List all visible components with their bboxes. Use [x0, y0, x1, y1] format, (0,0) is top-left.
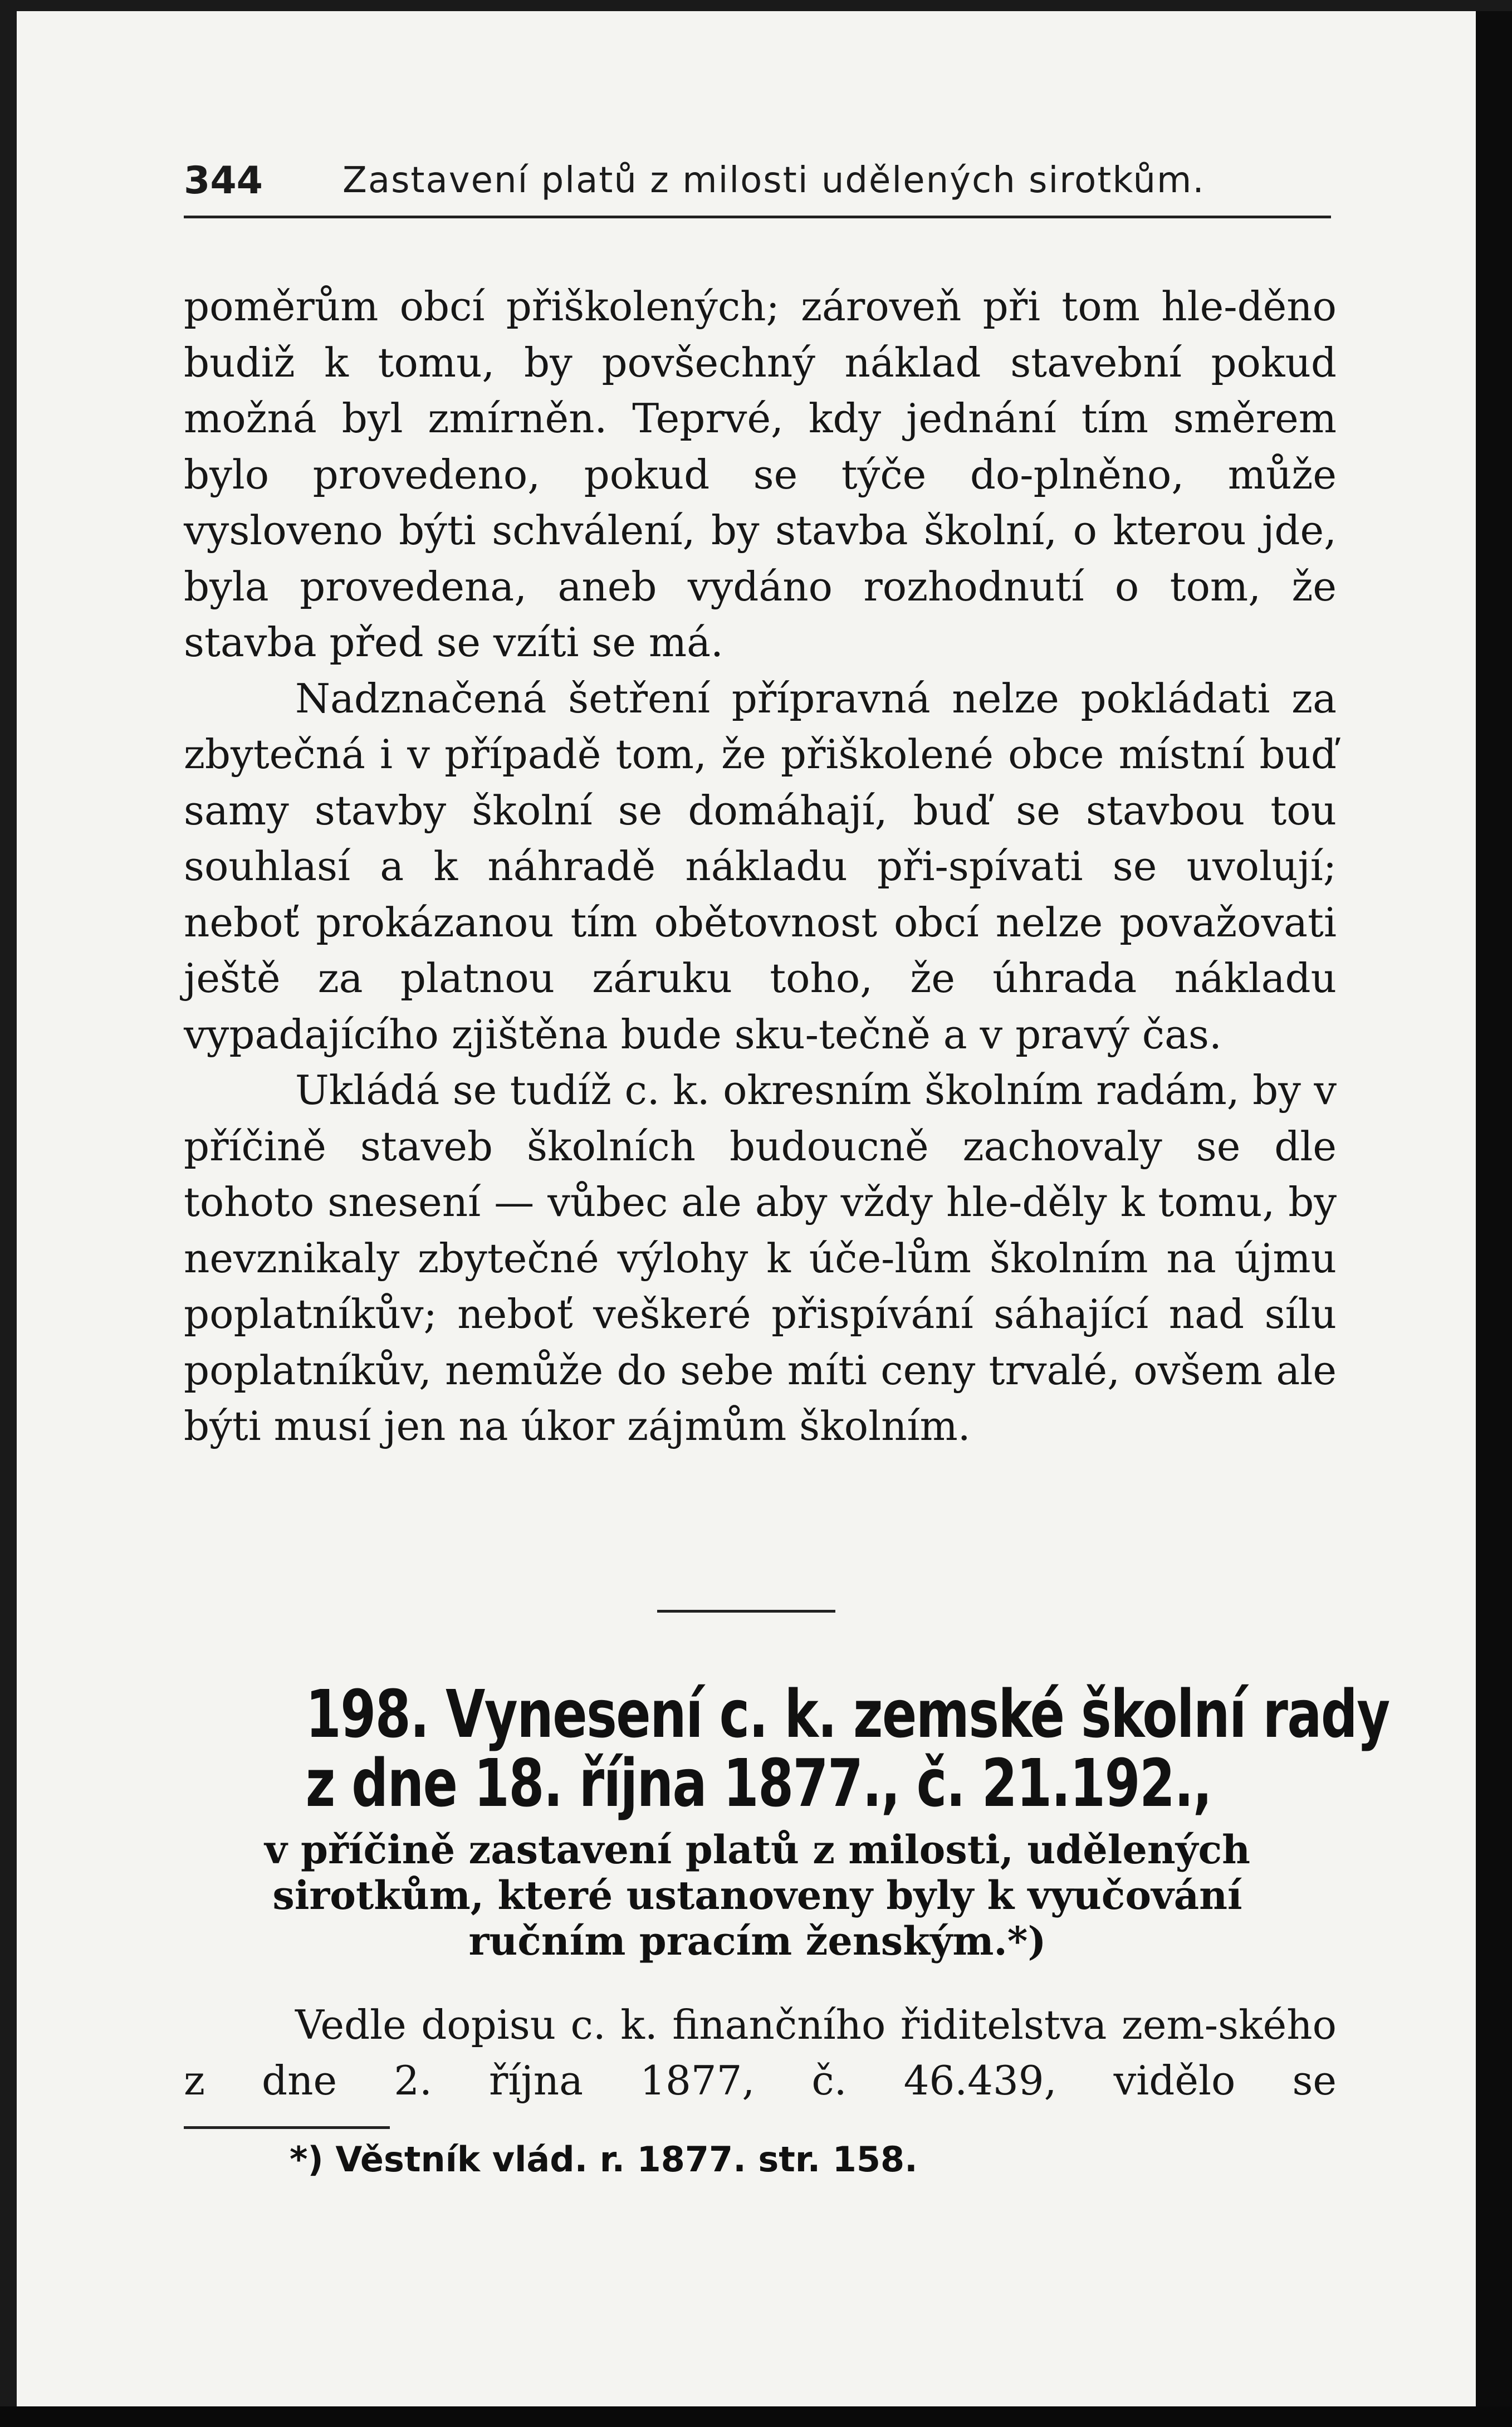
section-heading: [178, 1676, 1389, 1822]
running-head-title: Zastavení platů z milosti udělených sirotkům.: [342, 160, 1205, 201]
section-subtitle-line-1: v příčině zastavení platů z milosti, udělených: [265, 1827, 1250, 1873]
section-heading-line-1: 198. Vynesení c. k. zemské školní rady: [305, 1676, 1389, 1752]
scan-edge-bottom: [0, 2406, 1512, 2427]
paragraph-2: Nadznačená šetření přípravná nelze pokládati za zbytečná i v případě tom, že přiškolené obce místní buď samy stavby školní se domáhají, buď se stavbou tou souhlasí a k náhradě nákladu při-spívati se uvolují; neboť prokázanou tím obětovnost obcí nelze považovati ještě za platnou záruku toho, že úhrada nákladu vypadajícího zjištěna bude sku-tečně a v pravý čas.: [184, 675, 1337, 1058]
body-text: [184, 279, 1337, 1454]
paragraph-3: Ukládá se tudíž c. k. okresním školním radám, by v příčině staveb školních budoucně zachovaly se dle tohoto snesení — vůbec ale aby vždy hle-děly k tomu, by nevznikaly zbytečné výlohy k úče-lům školním na újmu poplatníkův; neboť veškeré přispívání sáhající nad sílu poplatníkův, nemůže do sebe míti ceny trvalé, ovšem ale býti musí jen na úkor zájmům školním.: [184, 1067, 1337, 1449]
footnote: *) Věstník vlád. r. 1877. str. 158.: [290, 2139, 918, 2180]
section-subtitle-line-2: sirotkům, které ustanoveny byly k vyučování: [272, 1872, 1242, 1918]
section-heading-line-2: z dne 18. října 1877., č. 21.192.,: [305, 1745, 1212, 1822]
header-rule: [184, 216, 1331, 218]
page-number: 344: [184, 159, 263, 203]
scan-edge-right: [1476, 11, 1512, 2427]
footnote-rule: [184, 2126, 390, 2129]
section-subtitle-line-3: ručním pracím ženským.*): [468, 1918, 1046, 1964]
running-head: [167, 159, 1342, 203]
section-paragraph: Vedle dopisu c. k. finančního řiditelstva zem-ského z dne 2. října 1877, č. 46.439, vidělo se: [184, 2001, 1337, 2104]
paragraph-1: poměrům obcí přiškolených; zároveň při tom hle-děno budiž k tomu, by povšechný náklad stavební pokud možná byl zmírněn. Teprvé, kdy jednání tím směrem bylo provedeno, pokud se týče do-plněno, může vysloveno býti schválení, by stavba školní, o kterou jde, byla provedena, aneb vydáno rozhodnutí o tom, že stavba před se vzíti se má.: [184, 283, 1337, 666]
section-separator: [657, 1610, 835, 1613]
section-subtitle: [178, 1827, 1337, 1964]
section-body: [184, 1997, 1337, 2108]
